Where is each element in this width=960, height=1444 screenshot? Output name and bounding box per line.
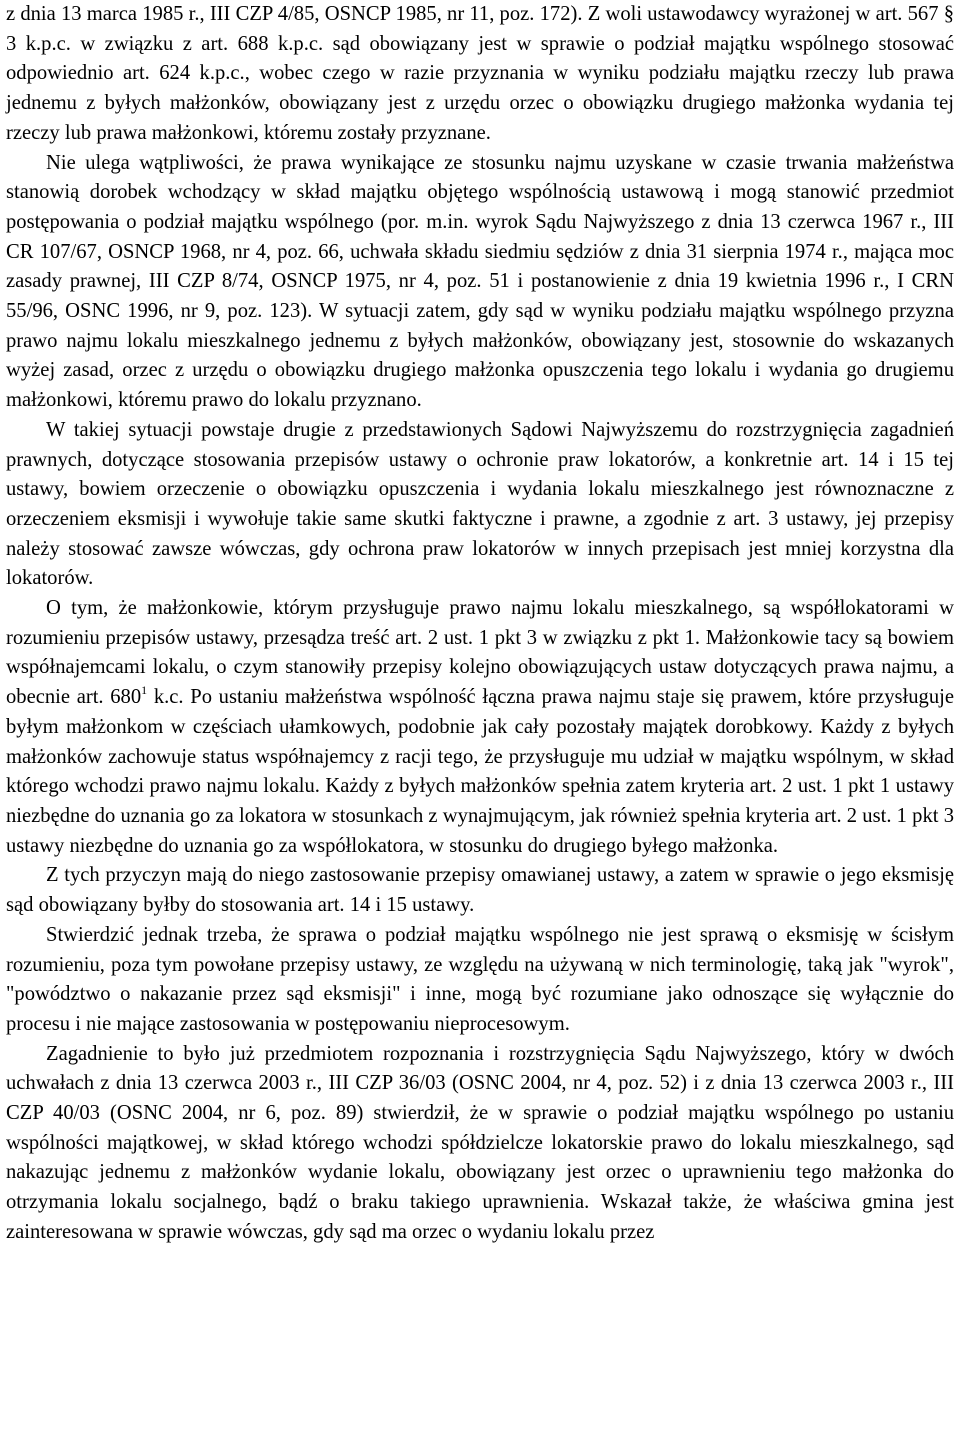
paragraph-application: Z tych przyczyn mają do niego zastosowanie przepisy omawianej ustawy, a zatem w sprawie o jego eksmisję sąd obowiązany byłby do stosowania art. 14 i 15 ustawy.	[6, 864, 954, 917]
paragraph-co-tenants	[6, 594, 954, 861]
paragraph-continuation: z dnia 13 marca 1985 r., III CZP 4/85, OSNCP 1985, nr 11, poz. 172). Z woli ustawodawcy wyrażonej w art. 567 § 3 k.p.c. w związku z art. 688 k.p.c. sąd obowiązany jest w sprawie o podział majątku wspólnego stosować odpowiednio art. 624 k.p.c., wobec czego w razie przyznania w wyniku podziału majątku rzeczy lub prawa jednemu z byłych małżonków, obowiązany jest z urzędu orzec o obowiązku drugiego małżonka wydania tej rzeczy lub prawa małżonkowi, któremu zostały przyznane.	[6, 3, 954, 144]
article-superscript: 1	[141, 683, 148, 698]
paragraph-co-tenants-text-start: O tym, że małżonkowie, którym przysługuje prawo najmu lokalu mieszkalnego, są współlokatorami w rozumieniu przepisów ustawy, przesądza treść art. 2 ust. 1 pkt 3 w związku z pkt 1. Małżonkowie tacy są bowiem współnajemcami lokalu, o czym stanowiły przepisy kolejno obowiązujących ustaw dotyczących prawa najmu, a obecnie art. 680	[6, 597, 954, 709]
paragraph-co-tenants-text-end: k.c. Po ustaniu małżeństwa wspólność łączna prawa najmu staje się prawem, które przysługuje byłym małżonkom w częściach ułamkowych, podobnie jak cały pozostały majątek dorobkowy. Każdy z byłych małżonków zachowuje status współnajemcy z racji tego, że przysługuje mu udział w majątku wspólnym, w skład którego wchodzi prawo najmu lokalu. Każdy z byłych małżonków spełnia zatem kryteria art. 2 ust. 1 pkt 1 ustawy niezbędne do uznania go za lokatora w stosunkach z wynajmującym, jak również spełnia kryteria art. 2 ust. 1 pkt 3 ustawy niezbędne do uznania go za współlokatora, w stosunku do drugiego byłego małżonka.	[6, 686, 954, 857]
paragraph-lease-rights: Nie ulega wątpliwości, że prawa wynikające ze stosunku najmu uzyskane w czasie trwania małżeństwa stanowią dorobek wchodzący w skład majątku objętego wspólnością ustawową i mogą stanowić przedmiot postępowania o podział majątku wspólnego (por. m.in. wyrok Sądu Najwyższego z dnia 13 czerwca 1967 r., III CR 107/67, OSNCP 1968, nr 4, poz. 66, uchwała składu siedmiu sędziów z dnia 31 sierpnia 1974 r., mająca moc zasady prawnej, III CZP 8/74, OSNCP 1975, nr 4, poz. 51 i postanowienie z dnia 19 kwietnia 1996 r., I CRN 55/96, OSNC 1996, nr 9, poz. 123). W sytuacji zatem, gdy sąd w wyniku podziału majątku wspólnego przyzna prawo najmu lokalu mieszkalnego jednemu z byłych małżonków, obowiązany jest, stosownie do wskazanych wyżej zasad, orzec z urzędu o obowiązku drugiego małżonka opuszczenia tego lokalu i wydania go drugiemu małżonkowi, któremu prawo do lokalu przyznano.	[6, 151, 954, 412]
paragraph-eviction-scope: Stwierdzić jednak trzeba, że sprawa o podział majątku wspólnego nie jest sprawą o eksmisję w ścisłym rozumieniu, poza tym powołane przepisy ustawy, ze względu na używaną w nich terminologię, taką jak "wyrok", "powództwo o nakazanie przez sąd eksmisji" i inne, mogą być rozumiane jako odnoszące się wyłącznie do procesu i nie mające zastosowania w postępowaniu nieprocesowym.	[6, 923, 954, 1035]
paragraph-second-legal-issue: W takiej sytuacji powstaje drugie z przedstawionych Sądowi Najwyższemu do rozstrzygnięcia zagadnień prawnych, dotyczące stosowania przepisów ustawy o ochronie praw lokatorów, a konkretnie art. 14 i 15 tej ustawy, bowiem orzeczenie o obowiązku opuszczenia i wydania lokalu mieszkalnego jest równoznaczne z orzeczeniem eksmisji i wywołuje takie same skutki faktyczne i prawne, a zgodnie z art. 3 ustawy, jej przepisy należy stosować zawsze wówczas, gdy ochrona praw lokatorów w innych przepisach jest mniej korzystna dla lokatorów.	[6, 418, 954, 590]
paragraph-prior-resolutions: Zagadnienie to było już przedmiotem rozpoznania i rozstrzygnięcia Sądu Najwyższego, który w dwóch uchwałach z dnia 13 czerwca 2003 r., III CZP 36/03 (OSNC 2004, nr 4, poz. 52) i z dnia 13 czerwca 2003 r., III CZP 40/03 (OSNC 2004, nr 6, poz. 89) stwierdził, że w sprawie o podział majątku wspólnego po ustaniu wspólności majątkowej, w skład którego wchodzi spółdzielcze lokatorskie prawo do lokalu mieszkalnego, sąd nakazując jednemu z małżonków wydanie lokalu, obowiązany jest orzec o uprawnieniu tego małżonka do otrzymania lokalu socjalnego, bądź o braku takiego uprawnienia. Wskazał także, że właściwa gmina jest zainteresowana w sprawie wówczas, gdy sąd ma orzec o wydaniu lokalu przez	[6, 1042, 954, 1243]
